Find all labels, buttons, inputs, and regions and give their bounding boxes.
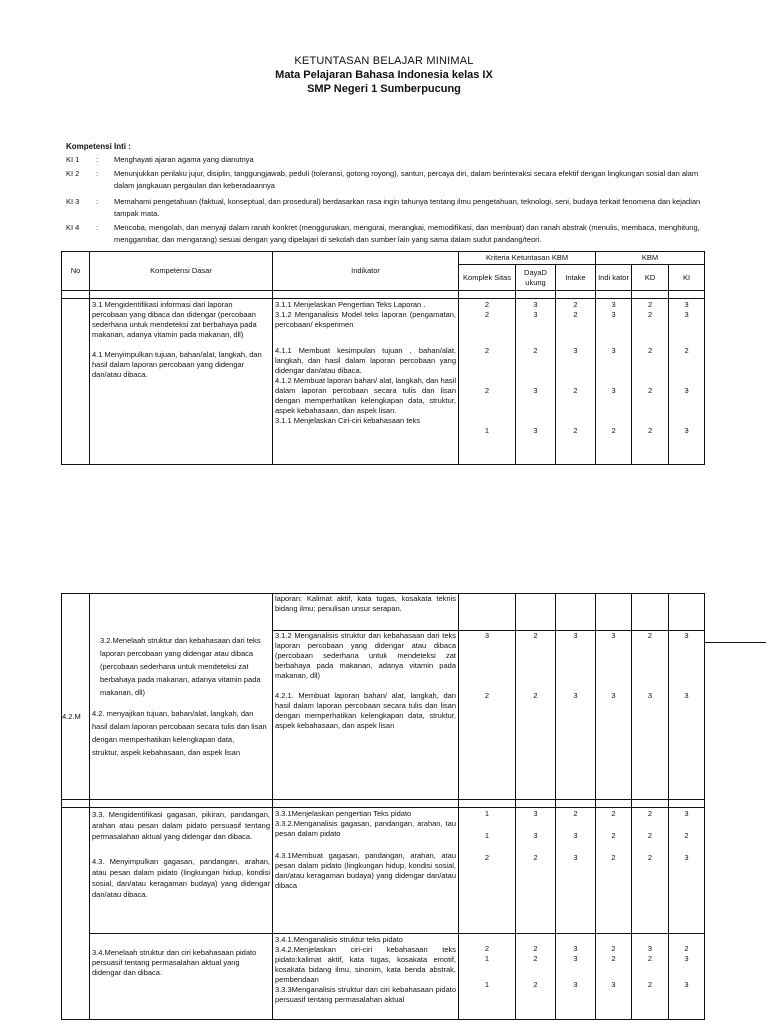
kompleksitas-cell [459, 594, 516, 800]
value: 3 [611, 691, 616, 700]
table-row [62, 808, 90, 1020]
value: 3 [533, 300, 538, 309]
document-title [0, 54, 768, 96]
value: 3 [611, 980, 616, 989]
kbm-kd-cell [632, 934, 669, 1020]
value: 3 [684, 426, 689, 435]
value: 3 [647, 944, 653, 953]
value: 2 [632, 630, 668, 641]
ki-text: Memahami pengetahuan (faktual, konseptual, dan prosedural) berdasarkan rasa ingin tahunya tentang ilmu pengetahuan, teknologi, seni, budaya terkait fenomena dan kejadian tampak mata. [114, 197, 701, 218]
value: 2 [484, 853, 490, 862]
value: 2 [611, 831, 616, 840]
indikator-text: 4.2.1. Membuat laporan bahan/ alat, langkah, dan hasil dalam laporan percobaan secara tulis dan lisan dengan memperhatikan kelengkapan data, struktur, aspek kebahasaan, dan aspek lisan [275, 691, 456, 730]
value: 3 [684, 954, 689, 963]
header-intake: Intake [556, 265, 596, 291]
value: 3 [533, 310, 538, 319]
value: 3 [573, 831, 578, 840]
no-cell [62, 594, 90, 800]
value: 1 [484, 980, 490, 989]
title-line-3: SMP Negeri 1 Sumberpucung [307, 83, 461, 95]
header-kbm: KBM [596, 252, 705, 265]
no-text: 4.2.M [62, 711, 81, 721]
value: 3 [684, 809, 689, 818]
value: 2 [611, 954, 616, 963]
value: 3 [573, 853, 578, 862]
kbm-indikator-cell [596, 594, 632, 800]
indikator-text: 3.3.1Menjelaskan pengertian Teks pidato [275, 809, 412, 818]
value: 1 [484, 831, 490, 840]
ki-colon: : [96, 169, 99, 178]
ki-heading: Kompetensi Inti : [66, 142, 131, 151]
value: 2 [647, 346, 653, 355]
value: 1 [484, 954, 490, 963]
value: 3 [533, 386, 538, 395]
value: 3 [573, 954, 578, 963]
value: 2 [573, 386, 578, 395]
indikator-text: laporan: Kalimat aktif, kata tugas, kosakata teknis bidang ilmu; penulisan unsur serapan. [275, 594, 456, 613]
kbm-ki-cell [669, 808, 705, 934]
indikator-text: 3.1.1 Menjelaskan Pengertian Teks Laporan . [275, 300, 426, 309]
kompleksitas-cell [459, 299, 516, 465]
value: 2 [484, 300, 490, 309]
kd-text: 3.1 Mengidentifikasi informasi dari laporan percobaan yang dibaca dan didengar (percobaan sederhana untuk mendeteksi zat berbahaya pada makanan, adanya vitamin pada makanan, dll) [92, 300, 257, 339]
ki-item-2 [66, 168, 702, 192]
kd-cell [90, 934, 273, 1020]
header-daya-dukung: DayaD ukung [516, 265, 556, 291]
value: 3 [684, 980, 689, 989]
value: 2 [484, 691, 490, 700]
value: 2 [484, 944, 490, 953]
value: 2 [647, 980, 653, 989]
ki-code: KI 3 [66, 197, 80, 206]
ki-colon: : [96, 197, 99, 206]
indikator-cell [273, 934, 459, 1020]
header-kd-col: KD [632, 265, 669, 291]
value: 3 [684, 310, 689, 319]
value: 3 [573, 346, 578, 355]
intake-cell [556, 594, 596, 800]
kbm-kd-cell [632, 299, 669, 465]
header-indikator-col: Indi kator [596, 265, 632, 291]
value: 2 [647, 809, 653, 818]
indikator-text: 3.4.1.Menganalisis struktur teks pidato [275, 935, 403, 944]
indikator-text: 4.3.1Membuat gagasan, pandangan, arahan, atau pesan dalam pidato (lingkungan hidup, kondisi sosial, dan/atau keragaman budaya) yang didengar dan/atau dibaca [275, 851, 456, 890]
value: 2 [533, 954, 538, 963]
ki-text: Menghayati ajaran agama yang dianutnya [114, 155, 254, 164]
value: 2 [533, 944, 538, 953]
value: 3 [533, 831, 538, 840]
value: 3 [684, 853, 689, 862]
ki-text: Mencoba, mengolah, dan menyaji dalam ranah konkret (menggunakan, mengurai, merangkai, memodifikasi, dan membuat) dan ranah abstrak (menulis, membaca, menghitung, menggambar, dan mengarang) sesuai dengan yang dipelajari di sekolah dan sumber lain yang sama dalam sudut pandang/teori. [114, 223, 700, 244]
value: 2 [573, 809, 578, 818]
kompleksitas-cell [459, 808, 516, 934]
value: 2 [647, 426, 653, 435]
intake-cell [556, 808, 596, 934]
header-indikator: Indikator [273, 252, 459, 291]
kd-cell [90, 808, 273, 934]
indikator-cell [273, 808, 459, 934]
kd-cell [90, 594, 273, 800]
value: 2 [647, 831, 653, 840]
indikator-text: 3.1.2 Menganalisis Model teks laporan (pengamatan, percobaan/ eksperimen [275, 310, 456, 329]
indikator-text: 3.4.2.Menjelaskan ciri-ciri kebahasaan teks pidato:kalimat aktif, kata tugas, kosakata emotif, kosakata bidang ilmu, sinonim, kata benda abstrak, pembendaan [275, 945, 456, 984]
kbm-kd-cell [632, 808, 669, 934]
indikator-text: 4.1.1 Membuat kesimpulan tujuan , bahan/alat, langkah, dan hasil dalam laporan percobaan yang didengar dan/atau dibaca. [275, 346, 456, 375]
value: 2 [573, 300, 578, 309]
value: 2 [573, 310, 578, 319]
kd-text: 4.3. Menyimpulkan gagasan, pandangan, arahan, atau pesan dalam pidato (lingkungan hidup, kondisi sosial, dan/atau keragaman budaya) yang didengar dan/atau dibaca. [92, 857, 270, 899]
ki-code: KI 1 [66, 155, 80, 164]
indikator-cell [273, 299, 459, 465]
indikator-cell [273, 594, 459, 800]
header-kompleksitas: Komplek Sitas [459, 265, 516, 291]
ki-text: Menunjukkan perilaku jujur, disiplin, tanggungjawab, peduli (toleransi, gotong royong), santun, percaya diri, dalam berinteraksi secara efektif dengan lingkungan sosial dan alam dalam jangkauan pergaulan dan keberadaannya [114, 169, 699, 190]
value: 2 [647, 853, 653, 862]
value: 3 [596, 630, 631, 641]
value: 2 [611, 809, 616, 818]
value: 2 [611, 426, 616, 435]
value: 3 [647, 691, 653, 700]
value: 3 [611, 310, 616, 319]
value: 3 [533, 809, 538, 818]
indikator-text: 3.1.1 Menjelaskan Ciri-ciri kebahasaan teks [275, 416, 421, 425]
value: 3 [459, 630, 515, 641]
value: 2 [611, 853, 616, 862]
value: 2 [647, 954, 653, 963]
divider-line [704, 642, 766, 643]
header-no: No [62, 252, 90, 291]
kbm-kd-cell [632, 594, 669, 800]
value: 2 [573, 426, 578, 435]
kd-text: 3.4.Menelaah struktur dan ciri kebahasaan pidato persuasif tentang permasalahan aktual yang didengar dan dibaca. [92, 947, 257, 977]
value: 3 [556, 630, 595, 641]
daya-dukung-cell [516, 594, 556, 800]
value: 1 [484, 809, 490, 818]
value: 1 [484, 426, 490, 435]
value: 2 [484, 346, 490, 355]
value: 3 [573, 944, 578, 953]
value: 3 [684, 386, 689, 395]
header-kd: Kompetensi Dasar [90, 252, 273, 291]
value: 2 [684, 831, 689, 840]
daya-dukung-cell [516, 934, 556, 1020]
intake-cell [556, 934, 596, 1020]
title-line-2: Mata Pelajaran Bahasa Indonesia kelas IX [275, 69, 493, 81]
value: 2 [533, 346, 538, 355]
kbm-table-2 [61, 593, 705, 1020]
table-row [62, 299, 90, 465]
value: 2 [484, 310, 490, 319]
kbm-indikator-cell [596, 299, 632, 465]
value: 2 [647, 300, 653, 309]
value: 3 [611, 346, 616, 355]
value: 3 [573, 980, 578, 989]
kbm-indikator-cell [596, 934, 632, 1020]
daya-dukung-cell [516, 808, 556, 934]
value: 2 [647, 386, 653, 395]
kd-text: struktur, aspek kebahasaan, dan aspek lisan [92, 748, 241, 757]
ki-item-1 [66, 154, 702, 166]
ki-item-4 [66, 222, 702, 246]
header-ki-col: KI [669, 265, 705, 291]
indikator-text: 4.1.2 Membuat laporan bahan/ alat, langkah, dan hasil dalam laporan percobaan secara tulis dan lisan dengan memperhatikan kelengkapan data, struktur, aspek kebahasaan, dan aspek lisan. [275, 376, 456, 415]
value: 2 [516, 630, 555, 641]
value: 2 [684, 944, 689, 953]
kd-cell [90, 299, 273, 465]
value: 2 [684, 346, 689, 355]
value: 3 [611, 300, 616, 309]
kbm-ki-cell [669, 594, 705, 800]
ki-code: KI 4 [66, 223, 80, 232]
title-line-1: KETUNTASAN BELAJAR MINIMAL [294, 55, 474, 67]
value: 3 [533, 426, 538, 435]
kompleksitas-cell [459, 934, 516, 1020]
ki-item-3 [66, 196, 702, 220]
indikator-text: 3.1.2 Menganalisis struktur dan kebahasaan dari teks laporan percobaan yang didengar atau dibaca (percobaan sederhana untuk mendeteksi zat berbahaya pada makanan, adanya vitamin pada makanan, dll) [275, 631, 456, 680]
value: 2 [647, 310, 653, 319]
value: 2 [484, 386, 490, 395]
value: 2 [611, 944, 616, 953]
value: 2 [533, 853, 538, 862]
header-kriteria: Kriteria Ketuntasan KBM [459, 252, 596, 265]
kbm-indikator-cell [596, 808, 632, 934]
ki-colon: : [96, 223, 99, 232]
indikator-text: 3.3.2.Menganalisis gagasan, pandangan, arahan, tau pesan dalam pidato [275, 819, 456, 838]
value: 2 [533, 691, 538, 700]
value: 3 [684, 300, 689, 309]
kd-text: 4.1 Menyimpulkan tujuan, bahan/alat, langkah, dan hasil dalam laporan percobaan yang didengar dan/atau dibaca. [92, 350, 262, 379]
value: 3 [611, 386, 616, 395]
value: 3 [669, 630, 704, 641]
daya-dukung-cell [516, 299, 556, 465]
value: 3 [573, 691, 578, 700]
kd-text: 4.2. menyajikan tujuan, bahan/alat, langkah, dan hasil dalam laporan percobaan secara tulis dan lisan dengan memperhatikan kelengkapan data, [92, 709, 267, 744]
indikator-text: 3.3.3Menganalisis struktur dan ciri kebahasaan pidato persuasif tentang permasalahan aktual [275, 985, 456, 1004]
value: 3 [684, 691, 689, 700]
kbm-table-1 [61, 251, 705, 465]
kbm-ki-cell [669, 934, 705, 1020]
kd-text: 3.3. Mengidentifikasi gagasan, pikiran, pandangan, arahan atau pesan dalam pidato persuasif tentang permasalahan aktual yang didengar dan dibaca. [92, 810, 270, 841]
kbm-ki-cell [669, 299, 705, 465]
ki-colon: : [96, 155, 99, 164]
ki-code: KI 2 [66, 169, 80, 178]
intake-cell [556, 299, 596, 465]
kd-text: 3.2.Menelaah struktur dan kebahasaan dari teks laporan percobaan yang didengar atau dibaca (percobaan sederhana untuk mendeteksi zat berbahaya pada makanan, adanya vitamin pada makanan, dll) [100, 636, 261, 697]
value: 2 [533, 980, 538, 989]
